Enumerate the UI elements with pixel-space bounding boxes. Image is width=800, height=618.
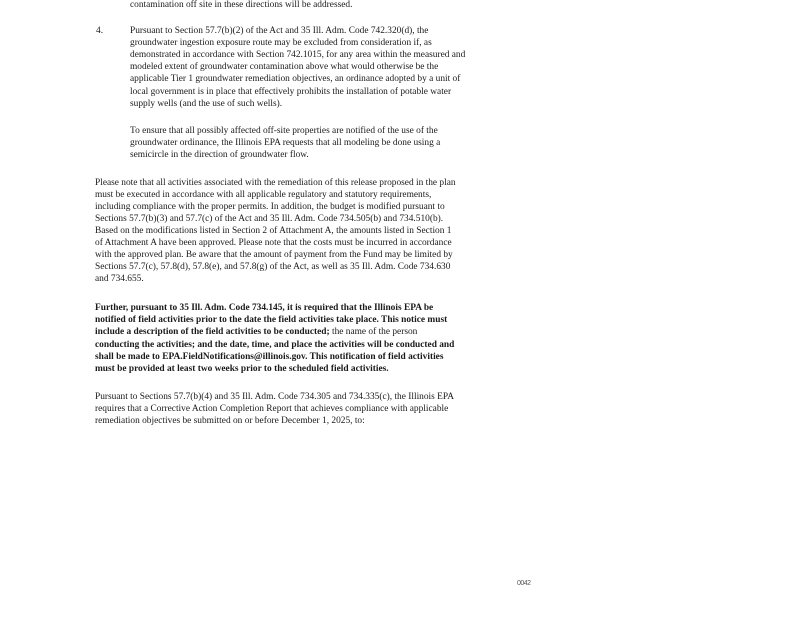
completion-line: remediation objectives be submitted on or before December 1, 2025, to:: [95, 416, 365, 427]
item-4-sub-line: To ensure that all possibly affected off-site properties are notified of the use of the: [130, 126, 438, 136]
remediation-line: must be executed in accordance with all applicable regulatory and statutory requirements,: [95, 189, 432, 200]
item-4-line: applicable Tier 1 groundwater remediation objectives, an ordinance adopted by a unit of: [130, 74, 461, 85]
top-fragment-line: contamination off site in these directions will be addressed.: [130, 0, 353, 10]
completion-line: Pursuant to Sections 57.7(b)(4) and 35 Ill. Adm. Code 734.305 and 734.335(c), the Illinois EPA: [95, 392, 454, 402]
field-notification-line: [95, 351, 444, 363]
regular-text: the name of the person: [331, 327, 418, 338]
item-4-line: local government is in place that effectively prohibits the installation of potable water: [130, 86, 452, 97]
bold-text: shall be made to EPA.FieldNotifications@illinois.gov.: [95, 351, 310, 362]
item-4-line: supply wells (and the use of such wells).: [130, 98, 283, 109]
remediation-line: of Attachment A have been approved. Please note that the costs must be incurred in accordance: [95, 237, 452, 248]
remediation-line: Sections 57.7(b)(3) and 57.7(c) of the Act and 35 Ill. Adm. Code 734.505(b) and 734.510(b).: [95, 213, 444, 224]
bold-text: must be provided at least two weeks prior to the scheduled field activities.: [95, 364, 389, 374]
remediation-line: including compliance with the proper permits. In addition, the budget is modified pursuant to: [95, 201, 445, 212]
item-4-line: groundwater ingestion exposure route may be excluded from consideration if, as: [130, 38, 432, 49]
bold-text: Further, pursuant to 35 Ill. Adm. Code 734.145, it is required that the Illinois EPA be: [95, 303, 434, 313]
bold-text: notified of field activities prior to the date the field activities take place. This notice must: [95, 315, 448, 326]
item-4-line: Pursuant to Section 57.7(b)(2) of the Act and 35 Ill. Adm. Code 742.320(d), the: [130, 26, 429, 36]
bold-text: include a description of the field activities to be conducted;: [95, 327, 332, 338]
field-notification-line: [95, 339, 454, 351]
bold-text: conducting the activities; and the date, time, and place the activities will be conducted and: [95, 339, 455, 350]
remediation-line: with the approved plan. Be aware that the amount of payment from the Fund may be limited by: [95, 249, 453, 260]
item-4-number: 4.: [96, 26, 104, 36]
item-4-line: modeled extent of groundwater contamination above what would otherwise be the: [130, 62, 439, 73]
remediation-line: Please note that all activities associated with the remediation of this release proposed in the plan: [95, 178, 456, 188]
field-notification-line: [95, 314, 447, 326]
page-mark: 0042: [517, 580, 531, 587]
field-notification-line: [95, 363, 389, 375]
completion-line: requires that a Corrective Action Completion Report that achieves compliance with applicable: [95, 404, 449, 415]
field-notification-line: [95, 302, 433, 314]
bold-text: This notification of field activities: [309, 351, 444, 362]
remediation-line: Sections 57.7(c), 57.8(d), 57.8(e), and 57.8(g) of the Act, as well as 35 Ill. Adm. Code 734.630: [95, 261, 451, 272]
item-4-sub-line: semicircle in the direction of groundwater flow.: [130, 150, 309, 161]
field-notification-line: [95, 326, 417, 338]
item-4-line: demonstrated in accordance with Section 742.1015, for any area within the measured and: [130, 50, 466, 61]
remediation-line: Based on the modifications listed in Section 2 of Attachment A, the amounts listed in Section 1: [95, 225, 452, 236]
item-4-sub-line: groundwater ordinance, the Illinois EPA requests that all modeling be done using a: [130, 138, 441, 149]
remediation-line: and 734.655.: [95, 273, 144, 284]
